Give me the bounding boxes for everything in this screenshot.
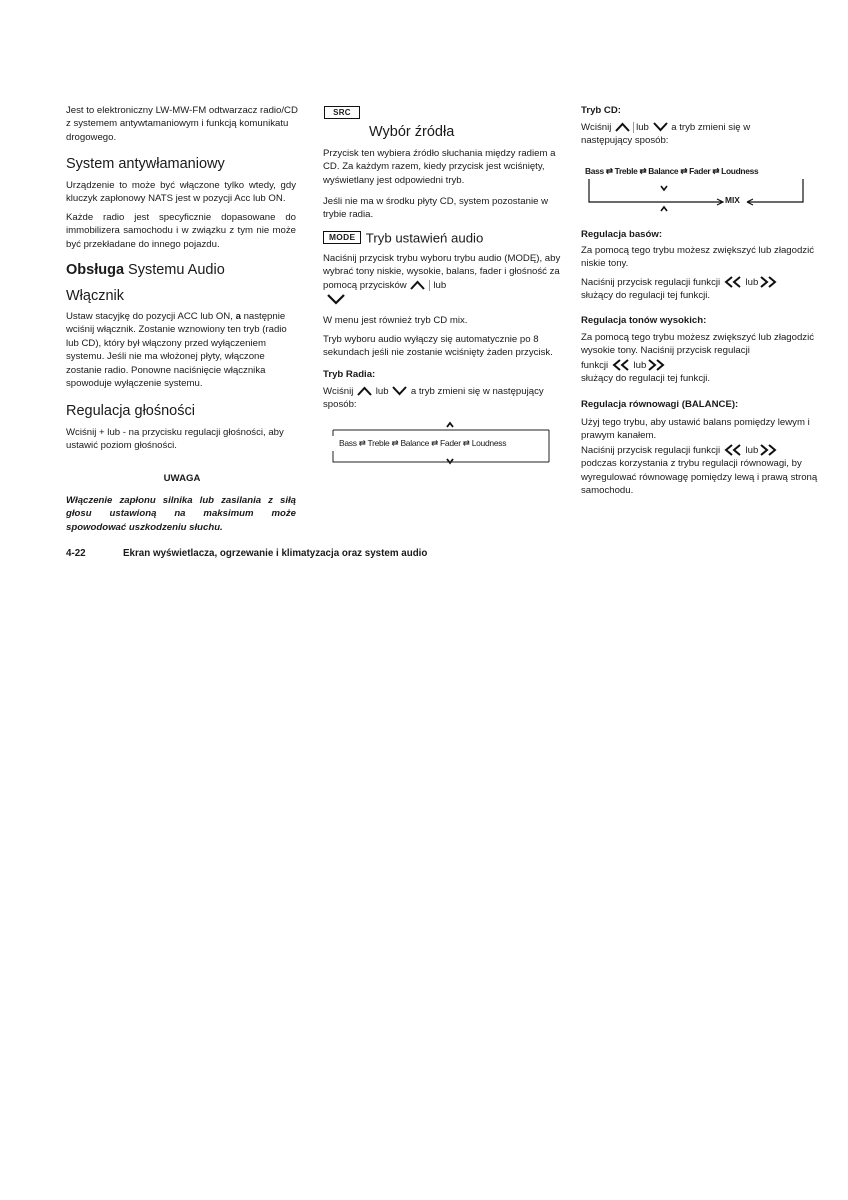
cd-text-d: następujący sposób: (581, 135, 669, 147)
balance-paragraph-2 (581, 444, 822, 498)
cd-text-c: a tryb zmieni się w (671, 122, 751, 133)
cd-diagram-item: Loudness (721, 166, 759, 176)
mode-text-a: Naciśnij przycisk trybu wyboru trybu audio (MODĘ), aby wybrać tony niskie, wysokie, balans, fader i głośność za pomocą przycisków (323, 253, 561, 291)
up-chevron-icon (409, 280, 426, 290)
swap-arrow-icon: ⇄ (460, 438, 472, 448)
power-switch-heading: Włącznik (66, 288, 125, 304)
power-switch-text-b: a (235, 311, 241, 322)
intro-text: Jest to elektroniczny LW-MW-FM odtwarzacz radio/CD z systemem antywtamaniowym i funkcją komunikatu drogowego. (66, 105, 298, 143)
swap-arrow-icon: ⇄ (637, 166, 649, 176)
cd-diagram-item: Fader (689, 166, 711, 176)
down-chevron-icon (652, 122, 669, 132)
mode-heading-row (323, 229, 483, 247)
radio-diagram-item: Treble (367, 438, 390, 448)
radio-mode-diagram (331, 418, 553, 468)
swap-arrow-icon: ⇄ (603, 166, 615, 176)
bass-text-b: lub (745, 277, 759, 288)
audio-ops-heading-bold: Obsługa (66, 262, 125, 278)
power-switch-paragraph (66, 310, 298, 390)
mode-button-label: MODE (323, 231, 361, 244)
power-switch-text-a: Ustaw stacyjkę do pozycji ACC lub ON, (66, 311, 236, 322)
balance-paragraph-1: Użyj tego trybu, aby ustawić balans pomiędzy lewym i prawym kanałem. (581, 417, 810, 442)
antitheft-paragraph-1: Urządzenie to może być włączone tylko wtedy, gdy kluczyk zapłonowy NATS jest w pozycji Acc lub ON. (66, 180, 296, 205)
treble-text-b: lub (633, 360, 647, 371)
up-chevron-icon (356, 386, 373, 396)
balance-text-c: podczas korzystania z trybu regulacji równowagi, by wyregulować równowagę pomiędzy lewą i prawą stroną samochodu. (581, 458, 818, 497)
double-left-chevron-icon (611, 359, 631, 371)
radio-diagram-item: Balance (400, 438, 430, 448)
mode-paragraph-3: Tryb wyboru audio wyłączy się automatycznie po 8 sekundach jeśli nie zostanie wciśnięty żaden przycisk. (323, 334, 553, 359)
swap-arrow-icon: ⇄ (389, 438, 401, 448)
antitheft-paragraph-2: Każde radio jest specyficznie dopasowane do immobilizera samochodu i w związku z tym nie może być przekładane do innego pojazdu. (66, 212, 296, 250)
mode-paragraph-2: W menu jest również tryb CD mix. (323, 315, 468, 326)
cd-diagram-item: Treble (614, 166, 638, 176)
cd-mode-diagram (585, 162, 825, 216)
source-paragraph-2: Jeśli nie ma w środku płyty CD, system pozostanie w trybie radia. (323, 196, 548, 221)
src-button-label: SRC (324, 106, 360, 119)
bass-paragraph-2 (581, 276, 822, 303)
balance-heading: Regulacja równowagi (BALANCE): (581, 399, 739, 410)
cd-mix-label: MIX (725, 195, 740, 205)
down-chevron-icon (325, 293, 347, 305)
page-number: 4-22 (66, 548, 86, 559)
swap-arrow-icon: ⇄ (356, 438, 368, 448)
radio-text-c: a tryb zmieni się w następujący sposób: (323, 386, 544, 411)
mode-heading: Tryb ustawień audio (365, 230, 484, 246)
double-left-chevron-icon (723, 276, 743, 288)
down-chevron-icon (391, 386, 408, 396)
radio-mode-paragraph (323, 385, 567, 412)
power-switch-text-c: następnie wciśnij włącznik. Zostanie wznowiony ten tryb (radio lub CD), który był włączony przed wyłączeniem systemu. Jeśli nie ma włożonej płyty, włączone zostanie radio. Ponowne naciśnięcie włącznika spowoduje wyłączenie systemu. (66, 311, 287, 390)
source-paragraph-1: Przycisk ten wybiera źródło słuchania między radiem a CD. Za każdym razem, kiedy przycisk jest wciśnięty, wyświetlany jest odpowiedni tryb. (323, 148, 556, 186)
cd-diagram-item: Balance (648, 166, 679, 176)
radio-text-b: lub (375, 386, 389, 397)
cd-diagram-item: Bass (585, 166, 604, 176)
swap-arrow-icon: ⇄ (678, 166, 690, 176)
audio-ops-heading (66, 262, 225, 279)
double-left-chevron-icon (723, 444, 743, 456)
volume-paragraph: Wciśnij + lub - na przycisku regulacji głośności, aby ustawić poziom głośności. (66, 427, 284, 452)
swap-arrow-icon: ⇄ (710, 166, 722, 176)
radio-diagram-row (339, 438, 506, 449)
cd-mode-paragraph (581, 121, 822, 148)
radio-diagram-item: Bass (339, 438, 357, 448)
treble-heading: Regulacja tonów wysokich: (581, 315, 707, 326)
radio-diagram-item: Fader (440, 438, 461, 448)
treble-paragraph-1: Za pomocą tego trybu możesz zwiększyć lub złagodzić wysokie tony. Naciśnij przycisk regulacji (581, 332, 815, 357)
cd-text-a: Wciśnij (581, 122, 612, 133)
bass-paragraph-1: Za pomocą tego trybu możesz zwiększyć lub złagodzić niskie tony. (581, 245, 815, 270)
double-right-chevron-icon (758, 276, 778, 288)
radio-text-a: Wciśnij (323, 386, 354, 397)
antitheft-heading: System antywłamaniowy (66, 156, 225, 172)
up-chevron-icon (614, 122, 631, 132)
treble-text-a: funkcji (581, 360, 609, 371)
bass-heading: Regulacja basów: (581, 229, 663, 240)
balance-text-a: Naciśnij przycisk regulacji funkcji (581, 445, 721, 456)
chapter-title: Ekran wyświetlacza, ogrzewanie i klimatyzacja oraz system audio (123, 548, 428, 559)
warning-heading: UWAGA (163, 473, 201, 484)
cd-diagram-connectors (585, 162, 825, 216)
radio-mode-heading: Tryb Radia: (323, 369, 376, 380)
mode-paragraph-1 (323, 252, 567, 306)
cd-mode-heading: Tryb CD: (581, 105, 621, 116)
volume-heading: Regulacja głośności (66, 403, 195, 419)
treble-paragraph-2 (581, 359, 822, 386)
cd-text-b: lub (636, 122, 649, 133)
mode-text-b: lub (433, 279, 447, 291)
bass-text-a: Naciśnij przycisk regulacji funkcji (581, 277, 721, 288)
balance-text-b: lub (745, 445, 759, 456)
audio-ops-heading-rest: Systemu Audio (124, 262, 225, 278)
double-right-chevron-icon (646, 359, 666, 371)
double-right-chevron-icon (758, 444, 778, 456)
radio-diagram-item: Loudness (471, 438, 507, 448)
bass-text-c: służący do regulacji tej funkcji. (581, 290, 711, 302)
warning-text: Włączenie zapłonu silnika lub zasilania z siłą głosu ustawioną na maksimum może spowodować uszkodzeniu słuchu. (66, 495, 296, 533)
treble-text-c: służący do regulacji tej funkcji. (581, 373, 711, 385)
source-heading: Wybór źródła (369, 124, 455, 140)
swap-arrow-icon: ⇄ (429, 438, 441, 448)
